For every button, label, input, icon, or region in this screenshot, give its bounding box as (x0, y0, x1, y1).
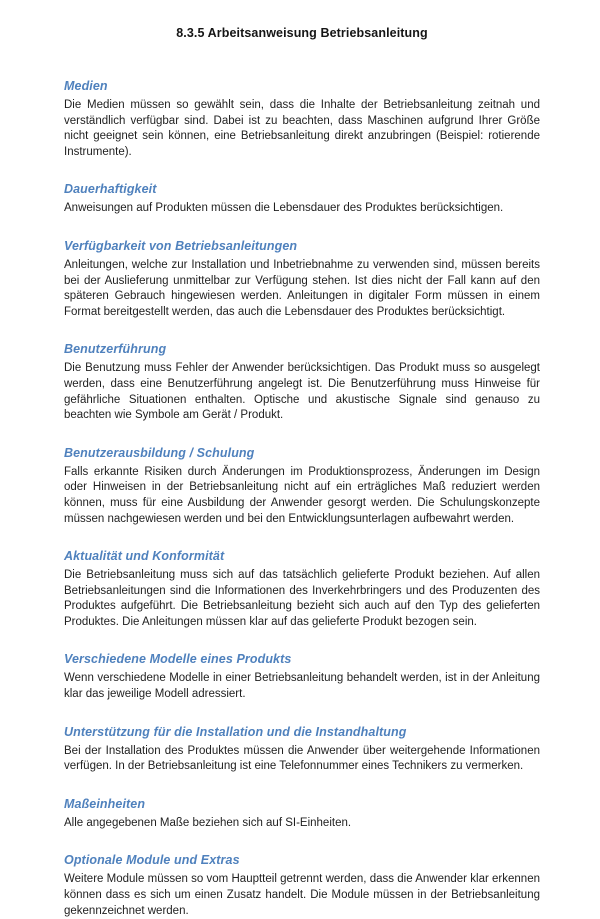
section-body: Anweisungen auf Produkten müssen die Lebensdauer des Produktes berücksichtigen. (64, 202, 504, 215)
section-heading: Medien (64, 79, 108, 93)
document-section (64, 445, 540, 527)
section-heading: Optionale Module und Extras (64, 853, 240, 868)
section-body: Die Benutzung muss Fehler der Anwender berücksichtigen. Das Produkt muss so ausgelegt werden, dass eine Benutzerführung angelegt ist. Die Benutzerführung muss Hinweise für gefährliche Situationen enthalten. Optische und akustische Signale sind genauso zu beachten wie Symbole am Gerät / Produkt. (64, 362, 540, 422)
document-section (64, 181, 540, 217)
section-heading: Unterstützung für die Installation und die Instandhaltung (64, 724, 407, 739)
section-body: Wenn verschiedene Modelle in einer Betriebsanleitung behandelt werden, ist in der Anleitung klar das jeweilige Modell adressiert. (64, 672, 540, 701)
page-title: 8.3.5 Arbeitsanweisung Betriebsanleitung (176, 26, 428, 40)
document-section (64, 548, 540, 630)
section-body: Die Betriebsanleitung muss sich auf das tatsächlich gelieferte Produkt beziehen. Auf allen Betriebsanleitungen sind die Informationen des Inverkehrbringers und des Produzenten des Produktes aufgeführt. Die Betriebsanleitung bezieht sich auch auf den Typ des gelieferten Produktes. Die Anleitungen müssen klar auf das gelieferte Produkt bezogen sein. (64, 569, 540, 628)
section-heading: Benutzerführung (64, 342, 167, 357)
document-section (64, 852, 540, 919)
section-heading: Aktualität und Konformität (64, 549, 225, 564)
section-body: Alle angegebenen Maße beziehen sich auf SI-Einheiten. (64, 816, 352, 829)
section-heading: Dauerhaftigkeit (64, 182, 157, 197)
section-body: Anleitungen, welche zur Installation und Inbetriebnahme zu verwenden sind, müssen bereits bei der Auslieferung unmittelbar zur Verfügung stehen. Ist dies nicht der Fall kann auf den späteren Gebrauch hingewiesen werden. Anleitungen in digitaler Form müssen in einem Format bereitgestellt werden, das auch die Lebensdauer des Produktes berücksichtigt. (64, 258, 540, 318)
document-section (64, 796, 540, 832)
section-body: Weitere Module müssen so vom Hauptteil getrennt werden, dass die Anwender klar erkennen können dass es sich um einen Zusatz handelt. Die Module müssen in der Betriebsanleitung gekennzeichnet werden. (64, 873, 540, 917)
sections-container (64, 78, 540, 919)
document-section (64, 78, 540, 160)
section-heading: Maßeinheiten (64, 796, 146, 811)
section-heading: Verschiedene Modelle eines Produkts (64, 652, 292, 667)
document-section (64, 238, 540, 320)
document-section (64, 341, 540, 423)
section-heading: Verfügbarkeit von Betriebsanleitungen (64, 238, 298, 253)
section-body: Falls erkannte Risiken durch Änderungen im Produktionsprozess, Änderungen im Design oder Hinweisen in der Betriebsanleitung nicht auf ein erträgliches Maß reduziert werden können, muss für eine Ausbildung der Anwender gesorgt werden. Die Schulungskonzepte müssen nachgewiesen werden und bei den Entwicklungsunterlagen aufbewahrt werden. (64, 465, 540, 525)
section-body: Die Medien müssen so gewählt sein, dass die Inhalte der Betriebsanleitung zeitnah und verständlich verfügbar sind. Dabei ist zu beachten, dass Maschinen aufgrund Ihrer Größe nicht geeignet sein können, eine Betriebsanleitung direkt anzubringen (Beispiel: rotierende Instrumente). (64, 99, 540, 158)
document-section (64, 651, 540, 702)
section-body: Bei der Installation des Produktes müssen die Anwender über weitergehende Informationen verfügen. In der Betriebsanleitung ist eine Telefonnummer eines Technikers zu vermerken. (64, 744, 540, 773)
document-section (64, 724, 540, 775)
section-heading: Benutzerausbildung / Schulung (64, 445, 255, 460)
